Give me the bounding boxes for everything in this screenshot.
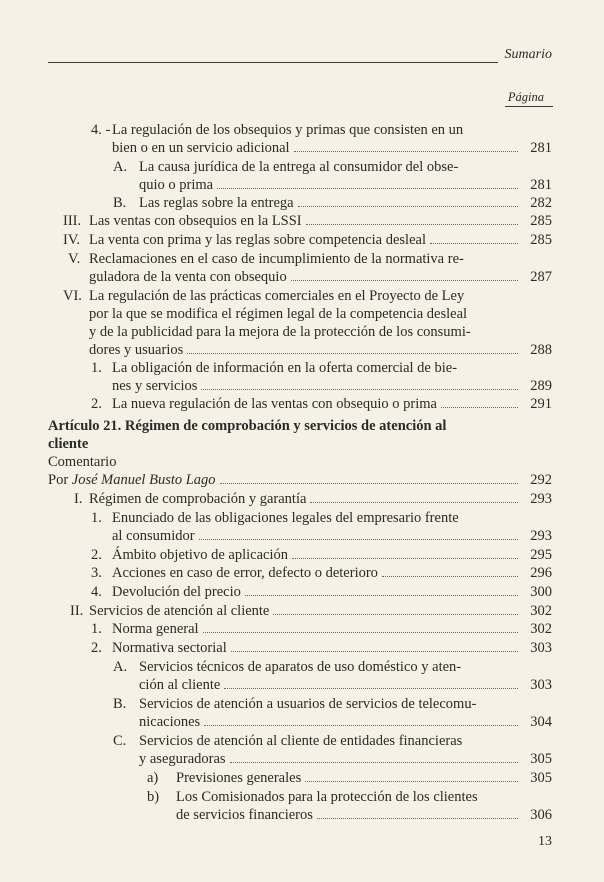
toc-page-number: 303 bbox=[530, 640, 552, 656]
toc-entry bbox=[139, 675, 552, 695]
toc-entry bbox=[139, 157, 552, 177]
toc-entry-title: y de la publicidad para la mejora de la protección de los consumi- bbox=[89, 324, 471, 340]
toc-entry bbox=[112, 526, 552, 546]
header-rule bbox=[48, 62, 498, 63]
toc-entry-title: Servicios de atención al cliente de entidades financieras bbox=[139, 733, 463, 749]
toc-entry-title: Ámbito objetivo de aplicación bbox=[112, 547, 288, 563]
toc-entry-title: Por José Manuel Busto Lago bbox=[48, 472, 216, 488]
toc-entry-title: La venta con prima y las reglas sobre competencia desleal bbox=[89, 232, 426, 248]
toc-entry bbox=[112, 394, 552, 414]
toc-entry bbox=[112, 638, 552, 658]
toc-entry bbox=[48, 452, 552, 472]
toc-entry-title: de servicios financieros bbox=[176, 807, 313, 823]
toc-page-number: 305 bbox=[530, 770, 552, 786]
dot-leader bbox=[220, 471, 518, 484]
toc-entry-title: cliente bbox=[48, 436, 89, 452]
toc-entry bbox=[139, 694, 552, 714]
toc-entry-number: 2. bbox=[91, 547, 102, 563]
dot-leader bbox=[317, 806, 518, 819]
toc-entry bbox=[112, 619, 552, 639]
dot-leader bbox=[430, 231, 518, 244]
toc-entry-title: Las reglas sobre la entrega bbox=[139, 195, 294, 211]
toc-entry-number: 2. bbox=[91, 640, 102, 656]
toc-entry bbox=[112, 376, 552, 396]
toc-entry-title: Enunciado de las obligaciones legales del empresario frente bbox=[112, 510, 459, 526]
toc-entry-title: Acciones en caso de error, defecto o deterioro bbox=[112, 565, 378, 581]
toc-entry-number: IV. bbox=[63, 232, 81, 248]
toc-page-number: 288 bbox=[530, 342, 552, 358]
toc-entry-title: Artículo 21. Régimen de comprobación y servicios de atención al bbox=[48, 418, 447, 434]
toc-entry-number: b) bbox=[147, 789, 160, 805]
toc-entry bbox=[139, 731, 552, 751]
toc-entry bbox=[89, 211, 552, 231]
toc-entry-title: La obligación de información en la oferta comercial de bie- bbox=[112, 360, 458, 376]
toc-page-number: 287 bbox=[530, 269, 552, 285]
dot-leader bbox=[199, 527, 518, 540]
toc-entry-title: ción al cliente bbox=[139, 677, 221, 693]
toc-page-number: 289 bbox=[530, 378, 552, 394]
toc-entry-number: A. bbox=[113, 659, 128, 675]
toc-entry bbox=[112, 120, 552, 140]
page-column-rule bbox=[505, 106, 553, 107]
toc-entry bbox=[89, 286, 552, 306]
dot-leader bbox=[298, 194, 518, 207]
dot-leader bbox=[306, 212, 518, 225]
toc-entry-title: La causa jurídica de la entrega al consumidor del obse- bbox=[139, 159, 459, 175]
toc-entry-number: V. bbox=[68, 251, 81, 267]
toc-page-number: 305 bbox=[530, 751, 552, 767]
toc-entry-title: Las ventas con obsequios en la LSSI bbox=[89, 213, 302, 229]
toc-entry bbox=[139, 749, 552, 769]
toc-entry-title: Los Comisionados para la protección de los clientes bbox=[176, 789, 478, 805]
toc-entry bbox=[89, 322, 552, 342]
toc-entry bbox=[89, 230, 552, 250]
toc-entry-number: III. bbox=[63, 213, 82, 229]
toc-entry bbox=[139, 712, 552, 732]
toc-page-number: 291 bbox=[530, 396, 552, 412]
toc-entry-title: Previsiones generales bbox=[176, 770, 302, 786]
toc-entry-title: quio o prima bbox=[139, 177, 214, 193]
toc-entry-title: Comentario bbox=[48, 454, 117, 470]
toc-entry-title: Servicios de atención al cliente bbox=[89, 603, 270, 619]
toc-page-number: 302 bbox=[530, 603, 552, 619]
dot-leader bbox=[203, 620, 518, 633]
toc-entry-number: 4. - bbox=[91, 122, 111, 138]
dot-leader bbox=[305, 769, 518, 782]
toc-entry-number: C. bbox=[113, 733, 127, 749]
toc-entry-number: B. bbox=[113, 696, 127, 712]
toc-entry-number: a) bbox=[147, 770, 159, 786]
author-name: José Manuel Busto Lago bbox=[71, 472, 216, 488]
toc-page-number: 306 bbox=[530, 807, 552, 823]
toc-entry bbox=[89, 304, 552, 324]
toc-entry-title: guladora de la venta con obsequio bbox=[89, 269, 287, 285]
toc-page-number: 293 bbox=[530, 491, 552, 507]
dot-leader bbox=[291, 268, 518, 281]
dot-leader bbox=[245, 583, 518, 596]
toc-entry-number: 3. bbox=[91, 565, 102, 581]
toc-entry-title: y aseguradoras bbox=[139, 751, 226, 767]
toc-page-number: 292 bbox=[530, 472, 552, 488]
toc-entry-title: Devolución del precio bbox=[112, 584, 241, 600]
toc-entry-title: dores y usuarios bbox=[89, 342, 184, 358]
dot-leader bbox=[217, 176, 518, 189]
toc-page-number: 281 bbox=[530, 140, 552, 156]
dot-leader bbox=[204, 713, 518, 726]
toc-entry bbox=[139, 657, 552, 677]
dot-leader bbox=[294, 139, 518, 152]
running-head: Sumario bbox=[504, 47, 552, 62]
toc-entry-title: Normativa sectorial bbox=[112, 640, 227, 656]
dot-leader bbox=[187, 341, 518, 354]
toc-entry-title: bien o en un servicio adicional bbox=[112, 140, 290, 156]
toc-entry bbox=[112, 563, 552, 583]
toc-entry bbox=[89, 340, 552, 360]
toc-page-number: 303 bbox=[530, 677, 552, 693]
toc-page-number: 281 bbox=[530, 177, 552, 193]
dot-leader bbox=[231, 639, 518, 652]
toc-entry bbox=[89, 489, 552, 509]
dot-leader bbox=[201, 377, 518, 390]
toc-entry-number: 1. bbox=[91, 360, 102, 376]
toc-entry-number: 1. bbox=[91, 510, 102, 526]
toc-entry-title: La nueva regulación de las ventas con obsequio o prima bbox=[112, 396, 437, 412]
dot-leader bbox=[310, 490, 518, 503]
toc-entry bbox=[139, 175, 552, 195]
toc-page-number: 302 bbox=[530, 621, 552, 637]
toc-page-number: 304 bbox=[530, 714, 552, 730]
toc-entry-title: nes y servicios bbox=[112, 378, 198, 394]
toc-entry bbox=[112, 508, 552, 528]
toc-entry bbox=[48, 470, 552, 490]
toc-entry bbox=[112, 358, 552, 378]
toc-entry-number: I. bbox=[74, 491, 83, 507]
toc-entry-number: 4. bbox=[91, 584, 102, 600]
toc-entry-title: Servicios técnicos de aparatos de uso doméstico y aten- bbox=[139, 659, 462, 675]
toc-entry bbox=[176, 787, 552, 807]
dot-leader bbox=[382, 564, 518, 577]
dot-leader bbox=[230, 750, 518, 763]
toc-entry bbox=[176, 805, 552, 825]
toc-entry-title: Régimen de comprobación y garantía bbox=[89, 491, 307, 507]
toc-entry bbox=[48, 434, 552, 454]
dot-leader bbox=[273, 602, 518, 615]
toc-page-number: 295 bbox=[530, 547, 552, 563]
toc-entry-title: por la que se modifica el régimen legal de la competencia desleal bbox=[89, 306, 468, 322]
page-column-heading: Página bbox=[507, 90, 544, 104]
toc-page-number: 285 bbox=[530, 232, 552, 248]
toc-entry-title: Norma general bbox=[112, 621, 199, 637]
toc-entry-title: La regulación de las prácticas comerciales en el Proyecto de Ley bbox=[89, 288, 465, 304]
toc-entry-title: Reclamaciones en el caso de incumplimiento de la normativa re- bbox=[89, 251, 464, 267]
toc-entry-number: II. bbox=[70, 603, 84, 619]
toc-entry-number: 2. bbox=[91, 396, 102, 412]
toc-entry-title: Servicios de atención a usuarios de servicios de telecomu- bbox=[139, 696, 477, 712]
toc-entry bbox=[112, 138, 552, 158]
toc-entry-number: VI. bbox=[63, 288, 82, 304]
dot-leader bbox=[292, 546, 518, 559]
toc-page-number: 296 bbox=[530, 565, 552, 581]
toc-entry-title: La regulación de los obsequios y primas que consisten en un bbox=[112, 122, 464, 138]
toc-page-number: 293 bbox=[530, 528, 552, 544]
toc-entry-number: A. bbox=[113, 159, 128, 175]
toc-entry bbox=[89, 267, 552, 287]
page-number: 13 bbox=[538, 834, 552, 849]
toc-entry bbox=[112, 582, 552, 602]
toc-page-number: 285 bbox=[530, 213, 552, 229]
toc-entry bbox=[112, 545, 552, 565]
toc-entry bbox=[89, 249, 552, 269]
toc-entry bbox=[48, 416, 552, 436]
dot-leader bbox=[224, 676, 518, 689]
toc-page-number: 300 bbox=[530, 584, 552, 600]
toc-entry-number: B. bbox=[113, 195, 127, 211]
toc-entry-number: 1. bbox=[91, 621, 102, 637]
toc-entry bbox=[89, 601, 552, 621]
toc-page-number: 282 bbox=[530, 195, 552, 211]
toc-entry bbox=[139, 193, 552, 213]
toc-entry bbox=[176, 768, 552, 788]
dot-leader bbox=[441, 395, 518, 408]
toc-entry-title: nicaciones bbox=[139, 714, 201, 730]
toc-entry-title: al consumidor bbox=[112, 528, 195, 544]
